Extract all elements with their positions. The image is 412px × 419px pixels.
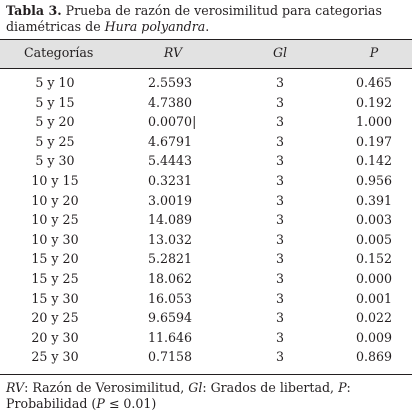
footnote-rv-def: : Razón de Verosimilitud, bbox=[24, 380, 189, 395]
cell-p: 0.391 bbox=[355, 193, 393, 208]
cell-categoria: 5 y 25 bbox=[35, 134, 75, 149]
table-caption bbox=[6, 3, 406, 35]
cell-categoria: 5 y 30 bbox=[35, 153, 75, 168]
cell-gl: 3 bbox=[275, 134, 284, 149]
footnote-gl-abbr: Gl bbox=[188, 380, 203, 395]
cell-categoria: 10 y 30 bbox=[31, 232, 79, 247]
cell-gl: 3 bbox=[275, 193, 284, 208]
cell-p: 0.009 bbox=[355, 330, 393, 345]
header-top-rule bbox=[0, 39, 412, 40]
header-rv: RV bbox=[163, 45, 183, 60]
cell-gl: 3 bbox=[275, 310, 284, 325]
cell-p: 0.869 bbox=[355, 349, 393, 364]
header-gl: Gl bbox=[272, 45, 288, 60]
caption-species: Hura polyandra bbox=[104, 19, 206, 34]
header-p: P bbox=[369, 45, 379, 60]
cell-p: 0.465 bbox=[355, 75, 393, 90]
cell-p: 0.197 bbox=[355, 134, 393, 149]
cell-p: 0.003 bbox=[355, 212, 393, 227]
cell-p: 0.152 bbox=[355, 251, 393, 266]
cell-p: 0.142 bbox=[355, 153, 393, 168]
cell-rv: 0.0070| bbox=[148, 114, 197, 129]
cell-categoria: 5 y 10 bbox=[35, 75, 75, 90]
cell-gl: 3 bbox=[275, 232, 284, 247]
cell-p: 0.192 bbox=[355, 95, 393, 110]
caption-label: Tabla 3. bbox=[6, 3, 62, 18]
caption-text: Prueba de razón de verosimilitud para categorias diamétricas de bbox=[6, 3, 382, 34]
cell-gl: 3 bbox=[275, 212, 284, 227]
cell-p: 0.005 bbox=[355, 232, 393, 247]
cell-categoria: 20 y 30 bbox=[31, 330, 79, 345]
footnote-rv-abbr: RV bbox=[6, 380, 25, 395]
cell-rv: 5.2821 bbox=[148, 251, 193, 266]
cell-categoria: 15 y 30 bbox=[31, 291, 79, 306]
cell-gl: 3 bbox=[275, 291, 284, 306]
caption-end: . bbox=[205, 19, 210, 34]
cell-rv: 16.053 bbox=[148, 291, 193, 306]
cell-rv: 18.062 bbox=[148, 271, 193, 286]
cell-categoria: 20 y 25 bbox=[31, 310, 79, 325]
cell-gl: 3 bbox=[275, 349, 284, 364]
cell-gl: 3 bbox=[275, 95, 284, 110]
cell-rv: 5.4443 bbox=[148, 153, 193, 168]
cell-categoria: 10 y 15 bbox=[31, 173, 79, 188]
cell-rv: 4.6791 bbox=[148, 134, 193, 149]
footnote-cond-rest: ≤ 0.01) bbox=[104, 396, 157, 411]
cell-gl: 3 bbox=[275, 153, 284, 168]
cell-p: 0.001 bbox=[355, 291, 393, 306]
cell-categoria: 10 y 25 bbox=[31, 212, 79, 227]
cell-p: 1.000 bbox=[355, 114, 393, 129]
header-categorias: Categorías bbox=[24, 45, 94, 60]
cell-p: 0.956 bbox=[355, 173, 393, 188]
cell-rv: 2.5593 bbox=[148, 75, 193, 90]
footnote-gl-def: : Grados de libertad, bbox=[202, 380, 339, 395]
cell-gl: 3 bbox=[275, 75, 284, 90]
cell-categoria: 15 y 20 bbox=[31, 251, 79, 266]
cell-rv: 0.3231 bbox=[148, 173, 193, 188]
cell-gl: 3 bbox=[275, 251, 284, 266]
cell-gl: 3 bbox=[275, 271, 284, 286]
cell-categoria: 5 y 20 bbox=[35, 114, 75, 129]
cell-rv: 14.089 bbox=[148, 212, 193, 227]
cell-rv: 11.646 bbox=[148, 330, 193, 345]
cell-categoria: 15 y 25 bbox=[31, 271, 79, 286]
cell-p: 0.000 bbox=[355, 271, 393, 286]
cell-gl: 3 bbox=[275, 114, 284, 129]
footnote-p-cond: P bbox=[96, 396, 105, 411]
cell-rv: 0.7158 bbox=[148, 349, 193, 364]
cell-gl: 3 bbox=[275, 173, 284, 188]
cell-categoria: 5 y 15 bbox=[35, 95, 75, 110]
header-bottom-rule bbox=[0, 68, 412, 69]
cell-rv: 9.6594 bbox=[148, 310, 193, 325]
table-bottom-rule bbox=[0, 374, 412, 375]
cell-rv: 13.032 bbox=[148, 232, 193, 247]
cell-rv: 3.0019 bbox=[148, 193, 193, 208]
cell-categoria: 25 y 30 bbox=[31, 349, 79, 364]
footnote-p-def: : Probabilidad ( bbox=[6, 380, 351, 411]
cell-p: 0.022 bbox=[355, 310, 393, 325]
cell-gl: 3 bbox=[275, 330, 284, 345]
cell-categoria: 10 y 20 bbox=[31, 193, 79, 208]
footnote-p-abbr: P bbox=[338, 380, 347, 395]
table-footnote bbox=[6, 380, 408, 412]
cell-rv: 4.7380 bbox=[148, 95, 193, 110]
